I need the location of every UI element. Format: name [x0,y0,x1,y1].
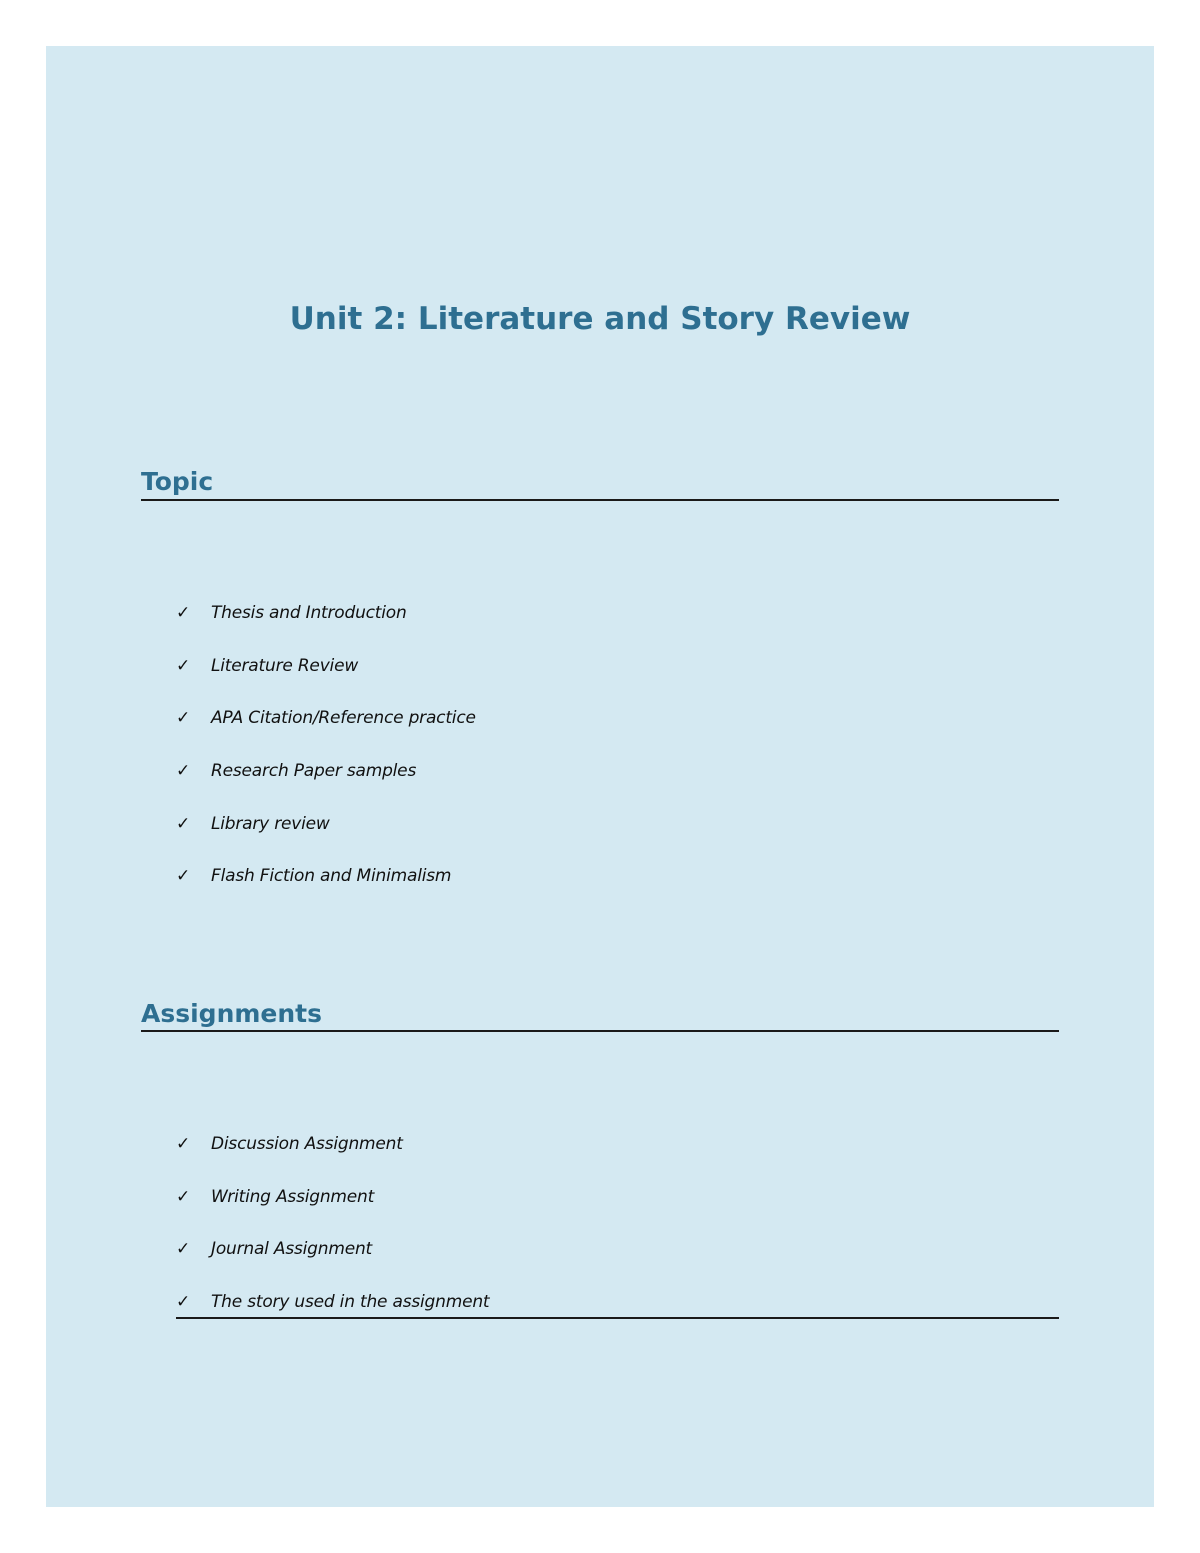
assignment-item-label: Writing Assignment [211,1186,375,1207]
topic-item-library-review [176,797,476,850]
assignments-heading: Assignments [141,999,323,1028]
check-mark-icon: ✓ [176,708,191,729]
topic-item-label: Flash Fiction and Minimalism [211,866,452,887]
topic-item-flash-fiction [176,850,476,903]
topic-item-research-paper-samples [176,745,476,798]
assignment-item-story [176,1276,489,1329]
check-mark-icon: ✓ [176,866,191,887]
topic-item-label: APA Citation/Reference practice [211,708,476,729]
assignments-heading-rule [141,1030,1059,1032]
check-mark-icon: ✓ [176,813,191,834]
check-mark-icon: ✓ [176,603,191,624]
topic-item-apa-citation [176,692,476,745]
topic-item-literature-review [176,640,476,693]
topic-heading: Topic [141,467,214,496]
assignment-item-label: Discussion Assignment [211,1134,403,1155]
check-mark-icon: ✓ [176,1292,191,1313]
topic-item-label: Research Paper samples [211,761,417,782]
assignments-bottom-rule [176,1317,1059,1319]
topic-heading-rule [141,499,1059,501]
assignment-item-journal [176,1223,489,1276]
check-mark-icon: ✓ [176,1186,191,1207]
topic-item-thesis-introduction [176,587,476,640]
assignment-item-label: Journal Assignment [211,1239,372,1260]
document-title: Unit 2: Literature and Story Review [289,301,911,337]
assignments-list [176,1118,489,1328]
check-mark-icon: ✓ [176,655,191,676]
check-mark-icon: ✓ [176,1239,191,1260]
topic-list [176,587,476,903]
topic-item-label: Literature Review [211,655,359,676]
assignment-item-writing [176,1171,489,1224]
assignment-item-discussion [176,1118,489,1171]
topic-item-label: Thesis and Introduction [211,603,407,624]
check-mark-icon: ✓ [176,1134,191,1155]
topic-item-label: Library review [211,813,330,834]
check-mark-icon: ✓ [176,761,191,782]
assignment-item-label: The story used in the assignment [211,1292,490,1313]
